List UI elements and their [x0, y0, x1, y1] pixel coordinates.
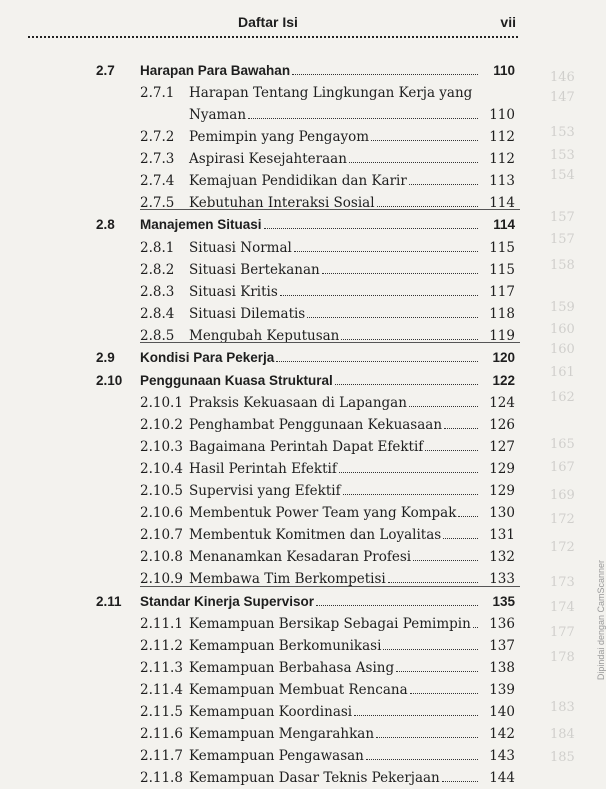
entry-page: 119 — [489, 328, 515, 344]
entry-number: 2.8.3 — [140, 284, 175, 300]
dot-leader — [292, 60, 478, 75]
entry-page: 120 — [492, 350, 515, 365]
entry-number: 2.10.9 — [140, 571, 183, 587]
entry-title: Penghambat Penggunaan Kekuasaan — [189, 417, 443, 433]
dot-leader — [294, 237, 478, 252]
entry-number: 2.11.4 — [140, 682, 183, 698]
toc-subsection — [0, 192, 600, 214]
entry-number: 2.10 — [96, 373, 123, 388]
toc-subsection — [0, 657, 600, 679]
entry-title: Kemampuan Pengawasan — [189, 748, 364, 764]
entry-number: 2.8.4 — [140, 306, 175, 322]
entry-title: Kemampuan Membuat Rencana — [189, 682, 408, 698]
entry-title: Penggunaan Kuasa Struktural — [140, 373, 333, 388]
entry-page: 112 — [489, 129, 515, 145]
dot-leader — [410, 679, 478, 694]
toc-section — [0, 60, 600, 82]
toc-subsection — [0, 635, 600, 657]
toc-subsection — [0, 237, 600, 259]
entry-number: 2.8.5 — [140, 328, 175, 344]
toc-subsection — [0, 82, 600, 104]
toc-subsection — [0, 701, 600, 723]
dot-leader — [442, 767, 478, 782]
section-divider — [140, 586, 520, 587]
entry-page: 135 — [492, 594, 515, 609]
entry-title: Kemampuan Dasar Teknis Pekerjaan — [189, 770, 440, 786]
entry-number: 2.11.5 — [140, 704, 183, 720]
toc-subsection — [0, 524, 600, 546]
toc-subsection — [0, 679, 600, 701]
entry-title: Kondisi Para Pekerja — [140, 350, 275, 365]
toc-subsection — [0, 458, 600, 480]
dot-leader — [396, 657, 478, 672]
dot-leader — [307, 303, 478, 318]
entry-number: 2.7 — [96, 63, 115, 78]
dot-leader — [443, 524, 478, 539]
dot-leader — [341, 325, 478, 340]
toc-subsection — [0, 436, 600, 458]
entry-title: Kemampuan Berkomunikasi — [189, 638, 382, 654]
dot-leader — [316, 591, 478, 606]
toc-subsection — [0, 745, 600, 767]
dot-leader — [339, 458, 478, 473]
section-divider — [140, 342, 520, 343]
entry-title: Bagaimana Perintah Dapat Efektif — [189, 439, 424, 455]
entry-page: 110 — [489, 107, 515, 123]
entry-number: 2.11.1 — [140, 616, 183, 632]
entry-number: 2.10.3 — [140, 439, 183, 455]
entry-page: 129 — [489, 483, 515, 499]
entry-page: 143 — [489, 748, 515, 764]
entry-title: Mengubah Keputusan — [189, 328, 340, 344]
toc-section — [0, 214, 600, 236]
entry-page: 122 — [492, 373, 515, 388]
entry-page: 144 — [489, 770, 515, 786]
dot-leader — [322, 259, 478, 274]
entry-page: 127 — [489, 439, 515, 455]
entry-title: Membentuk Power Team yang Kompak — [189, 505, 457, 521]
entry-number: 2.7.2 — [140, 129, 175, 145]
toc-subsection — [0, 259, 600, 281]
dot-leader — [349, 148, 478, 163]
dot-leader — [264, 214, 478, 229]
toc-subsection — [0, 723, 600, 745]
entry-title: Membentuk Komitmen dan Loyalitas — [189, 527, 442, 543]
entry-number: 2.11.7 — [140, 748, 183, 764]
dot-leader — [335, 370, 478, 385]
entry-title: Harapan Tentang Lingkungan Kerja yang — [189, 85, 473, 101]
entry-number: 2.11.2 — [140, 638, 183, 654]
entry-title-continuation: Nyaman — [189, 107, 247, 123]
toc-subsection — [0, 392, 600, 414]
dot-leader — [248, 104, 478, 119]
dot-leader — [371, 126, 478, 141]
entry-number: 2.11.6 — [140, 726, 183, 742]
entry-number: 2.7.3 — [140, 151, 175, 167]
entry-title: Aspirasi Kesejahteraan — [189, 151, 347, 167]
entry-title: Situasi Dilematis — [189, 306, 306, 322]
toc-subsection — [0, 546, 600, 568]
dot-leader — [413, 546, 478, 561]
scanner-watermark: Dipindai dengan CamScanner — [596, 560, 606, 681]
entry-title: Kebutuhan Interaksi Sosial — [189, 195, 375, 211]
entry-page: 129 — [489, 461, 515, 477]
entry-title: Kemajuan Pendidikan dan Karir — [189, 173, 407, 189]
dot-leader — [354, 701, 478, 716]
entry-number: 2.7.5 — [140, 195, 175, 211]
page-title: Daftar Isi — [238, 14, 298, 30]
toc-subsection — [0, 613, 600, 635]
dot-leader — [276, 347, 478, 362]
entry-title: Kemampuan Koordinasi — [189, 704, 353, 720]
entry-page: 138 — [489, 660, 515, 676]
toc-subsection — [0, 126, 600, 148]
toc-subsection — [0, 281, 600, 303]
entry-page: 118 — [489, 306, 515, 322]
entry-page: 115 — [489, 262, 515, 278]
entry-page: 133 — [489, 571, 515, 587]
toc-subsection — [0, 414, 600, 436]
entry-number: 2.11.3 — [140, 660, 183, 676]
entry-number: 2.11.8 — [140, 770, 183, 786]
entry-page: 137 — [489, 638, 515, 654]
entry-page: 132 — [489, 549, 515, 565]
entry-number: 2.10.2 — [140, 417, 183, 433]
toc-subsection — [0, 148, 600, 170]
entry-title: Menanamkan Kesadaran Profesi — [189, 549, 412, 565]
entry-page: 112 — [489, 151, 515, 167]
toc-subsection — [0, 303, 600, 325]
dot-leader — [376, 723, 478, 738]
toc-subsection — [0, 502, 600, 524]
section-divider — [140, 209, 520, 210]
dot-leader — [280, 281, 478, 296]
entry-number: 2.10.1 — [140, 395, 183, 411]
entry-page: 130 — [489, 505, 515, 521]
entry-title: Kemampuan Bersikap Sebagai Pemimpin — [189, 616, 471, 632]
entry-number: 2.9 — [96, 350, 115, 365]
entry-page: 126 — [489, 417, 515, 433]
entry-title: Supervisi yang Efektif — [189, 483, 341, 499]
toc-section — [0, 370, 600, 392]
entry-page: 131 — [489, 527, 515, 543]
toc-subsection — [0, 767, 600, 789]
dot-leader — [388, 568, 478, 583]
toc-subsection — [0, 170, 600, 192]
entry-number: 2.10.8 — [140, 549, 183, 565]
entry-number: 2.11 — [96, 594, 122, 609]
entry-title: Praksis Kekuasaan di Lapangan — [189, 395, 407, 411]
dot-leader — [366, 745, 478, 760]
entry-page: 142 — [489, 726, 515, 742]
entry-number: 2.8.2 — [140, 262, 175, 278]
entry-title: Hasil Perintah Efektif — [189, 461, 337, 477]
entry-page: 117 — [489, 284, 515, 300]
entry-page: 115 — [489, 240, 515, 256]
toc-subsection — [0, 325, 600, 347]
entry-number: 2.10.5 — [140, 483, 183, 499]
entry-title: Situasi Normal — [189, 240, 292, 256]
entry-title: Pemimpin yang Pengayom — [189, 129, 370, 145]
entry-number: 2.8 — [96, 217, 115, 232]
dot-leader — [425, 436, 478, 451]
entry-page: 114 — [493, 217, 515, 232]
entry-page: 136 — [489, 616, 515, 632]
page-number: vii — [500, 14, 516, 30]
entry-title: Membawa Tim Berkompetisi — [189, 571, 386, 587]
entry-page: 124 — [489, 395, 515, 411]
bleed-through-text: 146 147 153 153 154 157 157 158 159 160 160 161 162 165 167 169 172 172 173 174 177 178 183 184 185 — [550, 70, 575, 765]
entry-title: Kemampuan Mengarahkan — [189, 726, 375, 742]
entry-title: Standar Kinerja Supervisor — [140, 594, 315, 609]
entry-title: Harapan Para Bawahan — [140, 63, 291, 78]
toc-subsection-continuation — [0, 104, 600, 126]
entry-page: 139 — [489, 682, 515, 698]
entry-page: 113 — [489, 173, 515, 189]
dot-leader — [377, 192, 478, 207]
entry-title: Situasi Bertekanan — [189, 262, 320, 278]
entry-title: Kemampuan Berbahasa Asing — [189, 660, 395, 676]
entry-number: 2.10.6 — [140, 505, 183, 521]
entry-number: 2.7.4 — [140, 173, 175, 189]
toc-section — [0, 347, 600, 369]
dot-leader — [383, 635, 478, 650]
dot-leader — [409, 170, 478, 185]
entry-page: 140 — [489, 704, 515, 720]
entry-number: 2.10.4 — [140, 461, 183, 477]
toc-subsection — [0, 480, 600, 502]
entry-title: Manajemen Situasi — [140, 217, 262, 232]
entry-page: 110 — [493, 63, 515, 78]
dot-leader — [343, 480, 478, 495]
entry-title: Situasi Kritis — [189, 284, 278, 300]
entry-page: 114 — [489, 195, 515, 211]
entry-number: 2.8.1 — [140, 240, 175, 256]
dot-leader — [444, 414, 478, 429]
entry-number: 2.10.7 — [140, 527, 183, 543]
dot-leader — [409, 392, 478, 407]
entry-number: 2.7.1 — [140, 85, 175, 101]
toc-section — [0, 591, 600, 613]
